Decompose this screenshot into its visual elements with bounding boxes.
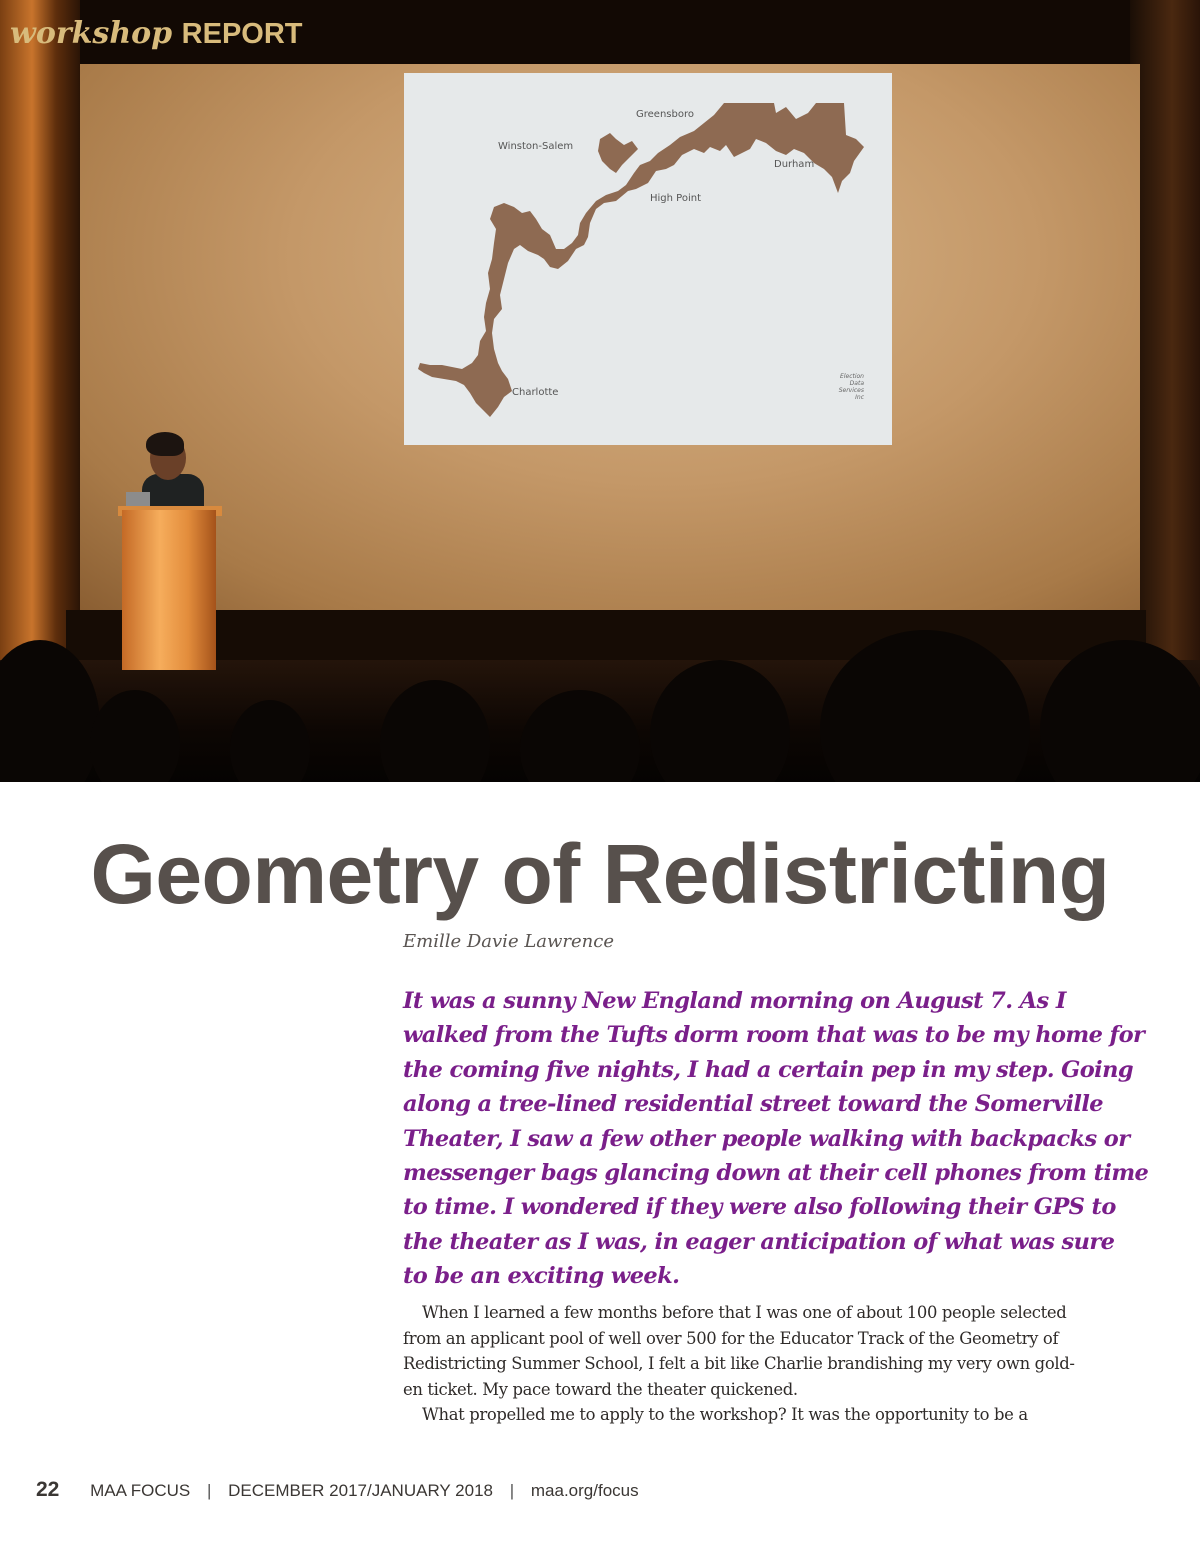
lede-line: walked from the Tufts dorm room that was to be my home for bbox=[403, 1022, 1145, 1049]
credit-line-2: Data bbox=[849, 380, 864, 387]
lede-line: Theater, I saw a few other people walking with backpacks or bbox=[403, 1125, 1130, 1152]
lede-line: messenger bags glancing down at their cell phones from time bbox=[403, 1160, 1149, 1187]
body-line: en ticket. My pace toward the theater quickened. bbox=[403, 1379, 798, 1399]
body-line: What propelled me to apply to the workshop? It was the opportunity to be a bbox=[422, 1405, 1028, 1424]
article-title: Geometry of Redistricting bbox=[90, 827, 1110, 921]
podium bbox=[122, 510, 216, 670]
footer-separator: | bbox=[206, 1481, 212, 1500]
map-label-high-point: High Point bbox=[650, 193, 701, 204]
article-lede bbox=[403, 984, 1163, 1294]
issue-date: DECEMBER 2017/JANUARY 2018 bbox=[228, 1481, 493, 1500]
stage-curtain-left bbox=[0, 0, 80, 700]
footer-url[interactable]: maa.org/focus bbox=[530, 1481, 639, 1500]
kicker-report: REPORT bbox=[181, 18, 303, 50]
credit-line-3: Services bbox=[838, 387, 864, 394]
publication-name: MAA FOCUS bbox=[90, 1481, 191, 1500]
body-line: from an applicant pool of well over 500 for the Educator Track of the Geometry of bbox=[403, 1328, 1059, 1348]
page-footer bbox=[36, 1476, 639, 1505]
speaker-hair bbox=[146, 432, 184, 456]
section-kicker bbox=[10, 14, 303, 54]
kicker-workshop: workshop bbox=[10, 16, 173, 51]
lede-line: the theater as I was, in eager anticipation of what was sure bbox=[403, 1228, 1115, 1255]
map-label-charlotte: Charlotte bbox=[512, 387, 559, 398]
map-label-greensboro: Greensboro bbox=[636, 109, 694, 120]
credit-line-1: Election bbox=[840, 373, 864, 380]
slide-credit bbox=[804, 373, 864, 401]
stage-curtain-right bbox=[1130, 0, 1200, 700]
lede-line: to be an exciting week. bbox=[403, 1263, 680, 1290]
body-line: Redistricting Summer School, I felt a bit like Charlie brandishing my very own gold- bbox=[403, 1354, 1075, 1373]
page-number: 22 bbox=[36, 1478, 60, 1501]
footer-separator: | bbox=[509, 1481, 515, 1500]
article-body bbox=[403, 1300, 1163, 1428]
map-label-winston-salem: Winston-Salem bbox=[498, 141, 574, 152]
body-line: When I learned a few months before that I was one of about 100 people selected bbox=[422, 1303, 1067, 1322]
map-label-durham: Durham bbox=[774, 159, 815, 170]
lede-line: It was a sunny New England morning on August 7. As I bbox=[403, 988, 1066, 1014]
lede-line: the coming five nights, I had a certain pep in my step. Going bbox=[403, 1056, 1134, 1083]
credit-line-4: Inc bbox=[855, 394, 864, 401]
projected-slide bbox=[404, 73, 892, 445]
lede-line: to time. I wondered if they were also following their GPS to bbox=[403, 1194, 1116, 1221]
article-author: Emille Davie Lawrence bbox=[403, 931, 614, 952]
lede-line: along a tree-lined residential street toward the Somerville bbox=[403, 1091, 1104, 1118]
